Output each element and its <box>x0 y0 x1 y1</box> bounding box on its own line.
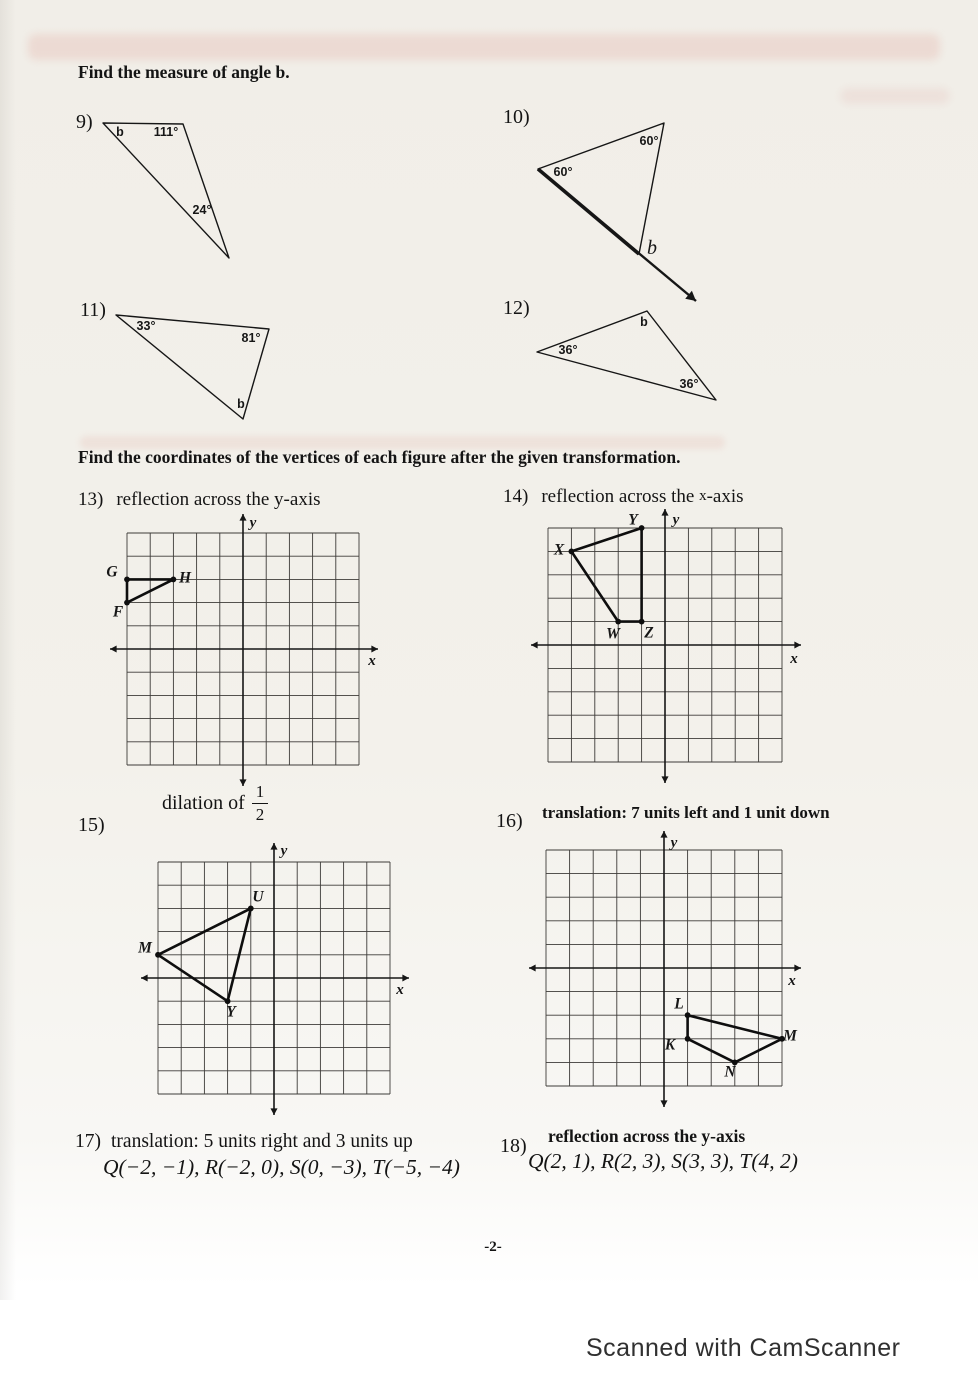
problem-17-instruction: translation: 5 units right and 3 units up <box>111 1131 413 1152</box>
fraction-numerator: 1 <box>252 783 269 804</box>
y-axis-label: y <box>672 512 680 528</box>
y-axis-label: y <box>249 515 257 531</box>
problem-18-instruction: reflection across the y-axis <box>548 1126 746 1146</box>
triangle-11 <box>116 315 269 419</box>
angle-label: b <box>237 397 245 411</box>
grid-16 <box>529 831 801 1107</box>
vertex-label-K: K <box>664 1036 676 1054</box>
problem-15-instruction-text: dilation of <box>162 791 245 814</box>
vertex-label-L: L <box>674 995 684 1013</box>
x-axis-label: x <box>368 653 376 669</box>
problem-16-number: 16) <box>496 810 523 832</box>
problem-14-instruction-prefix: reflection across the <box>541 486 700 507</box>
vertex-label-H: H <box>178 569 192 587</box>
problem-12-number: 12) <box>503 297 530 319</box>
angle-label: 33° <box>136 319 156 333</box>
grid-13 <box>106 514 378 786</box>
vertex-label-W: W <box>606 625 620 643</box>
vertex-label-U: U <box>252 888 264 906</box>
problem-15-number: 15) <box>78 814 105 836</box>
problem-15-instruction <box>162 783 268 823</box>
angle-label: 60° <box>553 165 573 179</box>
problem-11-number: 11) <box>80 299 106 321</box>
problem-17-title <box>75 1131 460 1153</box>
angle-b-label: b <box>647 237 657 259</box>
vertex-label-N: N <box>724 1063 736 1081</box>
problem-17-number: 17) <box>75 1131 101 1152</box>
problem-14-instruction-axis: x <box>699 488 707 504</box>
problem-17 <box>75 1131 460 1180</box>
vertex-label-Y: Y <box>226 1003 236 1021</box>
problem-17-coordinates: Q(−2, −1), R(−2, 0), S(0, −3), T(−5, −4) <box>103 1155 460 1179</box>
vertex-label-M: M <box>138 939 152 957</box>
x-axis-label: x <box>396 982 404 998</box>
y-axis-label: y <box>670 835 678 851</box>
angle-label: 111° <box>153 125 179 139</box>
page-number: -2- <box>484 1239 502 1255</box>
problem-16-instruction: translation: 7 units left and 1 unit down <box>542 803 830 822</box>
vertex-label-Y: Y <box>628 511 638 529</box>
y-axis-label: y <box>280 843 288 859</box>
problem-10-number: 10) <box>503 106 530 128</box>
problem-18-number: 18) <box>500 1135 527 1157</box>
vertex-label-Z: Z <box>644 624 654 642</box>
vertex-label-M: M <box>783 1027 797 1045</box>
vertex-label-X: X <box>553 541 565 559</box>
angle-label: b <box>640 315 648 329</box>
angle-label: 36° <box>558 343 578 357</box>
problem-9-number: 9) <box>76 111 93 133</box>
section-heading-transformations: Find the coordinates of the vertices of each figure after the given transformation. <box>78 447 681 467</box>
x-axis-label: x <box>788 973 796 989</box>
fraction-one-half <box>252 783 269 823</box>
problem-13-instruction: reflection across the y-axis <box>116 489 321 510</box>
angle-label: 60° <box>639 134 659 148</box>
problem-13-number: 13) <box>78 489 104 510</box>
triangle-12 <box>537 311 716 400</box>
grid-14 <box>531 509 801 783</box>
problem-14-number: 14) <box>503 486 529 507</box>
problem-14-instruction-suffix: -axis <box>706 486 744 507</box>
problem-18-coordinates: Q(2, 1), R(2, 3), S(3, 3), T(4, 2) <box>528 1149 798 1173</box>
camscanner-watermark: Scanned with CamScanner <box>586 1334 901 1362</box>
triangle-10 <box>538 123 696 301</box>
grid-15 <box>137 843 409 1115</box>
problem-14-title <box>503 486 744 508</box>
angle-label: 36° <box>679 377 699 391</box>
problem-13-title <box>78 489 321 511</box>
x-axis-label: x <box>790 651 798 667</box>
fraction-denominator: 2 <box>255 805 265 824</box>
angle-label: b <box>116 125 124 139</box>
vertex-label-F: F <box>112 603 124 621</box>
angle-label: 81° <box>241 331 261 345</box>
section-heading-angles: Find the measure of angle b. <box>78 62 290 82</box>
triangle-9 <box>103 123 229 258</box>
vertex-label-G: G <box>106 563 118 581</box>
angle-label: 24° <box>192 203 212 217</box>
problem-14-instruction <box>541 486 743 508</box>
